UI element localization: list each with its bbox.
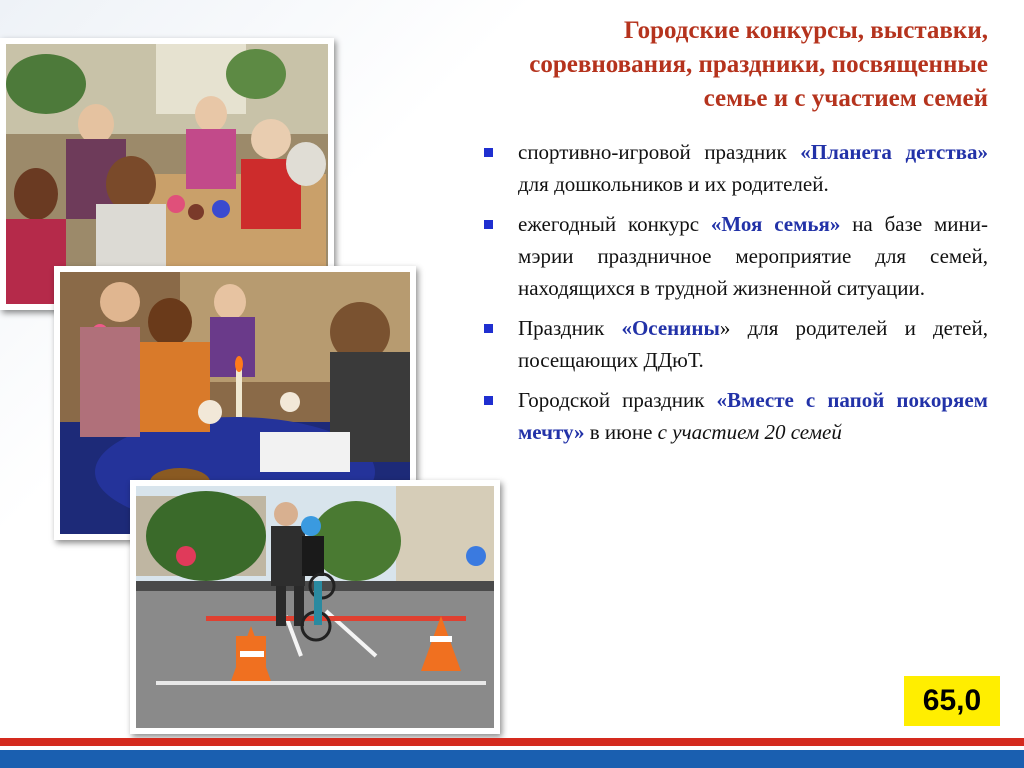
photo-bike-competition-image — [136, 486, 494, 728]
footer-band-red — [0, 738, 1024, 746]
bullet-text: » для родителей и детей, посещающих ДДюТ. — [518, 316, 988, 372]
bullet-item — [480, 208, 988, 304]
square-bullet-icon — [484, 324, 493, 333]
bullet-text: для дошкольников и их родителей. — [518, 172, 829, 196]
score-badge: 65,0 — [904, 676, 1000, 726]
bullet-list — [480, 136, 988, 456]
square-bullet-icon — [484, 396, 493, 405]
bullet-text: Праздник — [518, 316, 622, 340]
bullet-item — [480, 384, 988, 448]
slide-title — [380, 14, 988, 116]
bullet-highlight: «Осенины — [621, 316, 720, 340]
bullet-italic: с участием 20 семей — [657, 420, 842, 444]
bullet-text: спортивно-игровой праздник — [518, 140, 801, 164]
bullet-item — [480, 136, 988, 200]
title-line-1: Городские конкурсы, выставки, — [623, 17, 988, 44]
photo-family-crafts-image — [6, 44, 328, 304]
footer-band-blue — [0, 750, 1024, 768]
title-line-2: соревнования, праздники, посвященные — [529, 51, 988, 78]
bullet-item — [480, 312, 988, 376]
square-bullet-icon — [484, 148, 493, 157]
bullet-highlight: «Моя семья» — [710, 212, 841, 236]
bullet-highlight: «Планета детства» — [800, 140, 988, 164]
photo-bike-competition — [130, 480, 500, 734]
bullet-text: Городской праздник — [518, 388, 717, 412]
bullet-highlight: «Вместе с папой покоряем мечту» — [518, 388, 988, 444]
bullet-text: ежегодный конкурс — [518, 212, 711, 236]
bullet-text: на базе мини-мэрии праздничное мероприятие для семей, находящихся в трудной жизненной ситуации. — [518, 212, 988, 300]
square-bullet-icon — [484, 220, 493, 229]
title-line-3: семье и с участием семей — [703, 85, 988, 112]
bullet-text: в июне — [584, 420, 658, 444]
